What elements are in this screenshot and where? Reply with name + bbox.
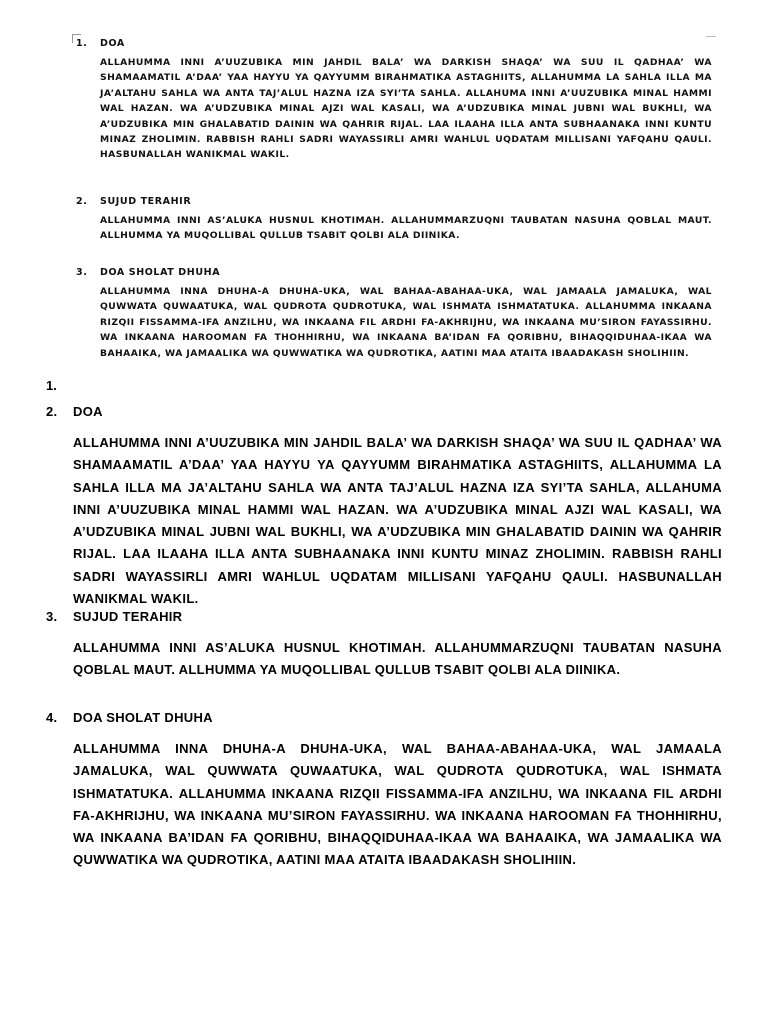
list-item-sujud-terahir [46,609,722,682]
embedded-item-title: DOA [100,38,125,49]
embedded-item-number: 3. [76,267,88,278]
list-item-number: 4. [46,710,58,725]
embedded-item-title: SUJUD TERAHIR [100,196,192,207]
list-item-heading [46,404,722,419]
list-item-doa [46,404,722,610]
list-item-number: 2. [46,404,58,419]
list-item-heading [46,710,722,725]
embedded-item-title: DOA SHOLAT DHUHA [100,267,221,278]
list-item-text: ALLAHUMMA INNI AS’ALUKA HUSNUL KHOTIMAH. ALLAHUMMARZUQNI TAUBATAN NASUHA QOBLAL MAUT. ALLHUMMA YA MUQOLLIBAL QULLUB TSABIT QOLBI ALA DIINIKA. [73,640,722,678]
list-item-doa-sholat-dhuha [46,710,722,872]
list-item-title: DOA SHOLAT DHUHA [73,710,213,725]
list-item-heading [46,609,722,624]
list-item-title: SUJUD TERAHIR [73,609,183,624]
embedded-item-heading [76,196,712,207]
list-item-text: ALLAHUMMA INNI A’UUZUBIKA MIN JAHDIL BALA’ WA DARKISH SHAQA’ WA SUU IL QADHAA’ WA SHAMAAMATIL A’DAA’ YAA HAYYU YA QAYYUMM BIRAHMATIKA ASTAGHIITS, ALLAHUMMA LA SAHLA ILLA MA JA’ALTAHU SAHLA WA ANTA TAJ’ALUL HAZNA IZA SYI’TA SAHLA, ALLAHUMA INNI A’UUZUBIKA MINAL HAMMI WAL HAZAN. WA A’UDZUBIKA MINAL AJZI WAL KASALI, WA A’UDZUBIKA MINAL JUBNI WAL BUKHLI, WA A’UDZUBIKA MIN GHALABATID DAININ WA QAHRIR RIJAL. LAA ILAAHA ILLA ANTA SUBHAANAKA INNI KUNTU MINAZ ZHOLIMIN. RABBISH RAHLI SADRI WAYASSIRLI AMRI WAHLUL UQDATAM MILLISANI YAFQAHU QAULI. HASBUNALLAH WANIKMAL WAKIL. [73,435,722,607]
page-corner-marker [706,36,716,37]
embedded-item-sujud-terahir [76,196,712,244]
embedded-item-doa [76,38,712,163]
embedded-item-doa-sholat-dhuha [76,267,712,361]
list-item-number: 3. [46,609,58,624]
embedded-item-text: ALLAHUMMA INNA DHUHA-A DHUHA-UKA, WAL BAHAA-ABAHAA-UKA, WAL JAMAALA JAMALUKA, WAL QUWWATA QUWAATUKA, WAL QUDROTA QUDROTUKA, WAL ISHMATA ISHMATATUKA. ALLAHUMMA INKAANA RIZQII FISSAMMA-IFA ANZILHU, WA INKAANA FIL ARDHI FA-AKHRIJHU, WA INKAANA MU’SIRON FAYASSIRHU. WA INKAANA HAROOMAN FA THOHHIRHU, WA INKAANA BA’IDAN FA QORIBHU, BIHAQQIDUHAA-IKAA WA BAHAAIKA, WA JAMAALIKA WA QUWWATIKA WA QUDROTIKA, AATINI MAA ATAITA IBAADAKASH SHOLIHIIN. [100,286,712,359]
list-item-text: ALLAHUMMA INNA DHUHA-A DHUHA-UKA, WAL BAHAA-ABAHAA-UKA, WAL JAMAALA JAMALUKA, WAL QUWWATA QUWAATUKA, WAL QUDROTA QUDROTUKA, WAL ISHMATA ISHMATATUKA. ALLAHUMMA INKAANA RIZQII FISSAMMA-IFA ANZILHU, WA INKAANA FIL ARDHI FA-AKHRIJHU, WA INKAANA MU’SIRON FAYASSIRHU. WA INKAANA HAROOMAN FA THOHHIRHU, WA INKAANA BA’IDAN FA QORIBHU, BIHAQQIDUHAA-IKAA WA BAHAAIKA, WA JAMAALIKA WA QUWWATIKA WA QUDROTIKA, AATINI MAA ATAITA IBAADAKASH SHOLIHIIN. [73,741,722,868]
embedded-document-image [68,30,720,392]
embedded-item-heading [76,267,712,278]
embedded-item-heading [76,38,712,49]
embedded-item-number: 2. [76,196,88,207]
list-item-title: DOA [73,404,103,419]
embedded-item-number: 1. [76,38,88,49]
empty-list-number: 1. [46,378,57,393]
embedded-item-text: ALLAHUMMA INNI A’UUZUBIKA MIN JAHDIL BALA’ WA DARKISH SHAQA’ WA SUU IL QADHAA’ WA SHAMAAMATIL A’DAA’ YAA HAYYU YA QAYYUMM BIRAHMATIKA ASTAGHIITS, ALLAHUMMA LA SAHLA ILLA MA JA’ALTAHU SAHLA WA ANTA TAJ’ALUL HAZNA IZA SYI’TA SAHLA. ALLAHUMA INNI A’UUZUBIKA MINAL HAMMI WAL HAZAN. WA A’UDZUBIKA MINAL AJZI WAL KASALI, WA A’UDZUBIKA MINAL JUBNI WAL BUKHLI, WA A’UDZUBIKA MIN GHALABATID DAININ WA QAHRIR RIJAL. LAA ILAAHA ILLA ANTA SUBHAANAKA INNI KUNTU MINAZ ZHOLIMIN. RABBISH RAHLI SADRI WAYASSIRLI AMRI WAHLUL UQDATAM MILLISANI YAFQAHU QAULI. HASBUNALLAH WANIKMAL WAKIL. [100,57,712,161]
embedded-item-text: ALLAHUMMA INNI AS’ALUKA HUSNUL KHOTIMAH. ALLAHUMMARZUQNI TAUBATAN NASUHA QOBLAL MAUT. ALLHUMMA YA MUQOLLIBAL QULLUB TSABIT QOLBI ALA DIINIKA. [100,215,712,242]
